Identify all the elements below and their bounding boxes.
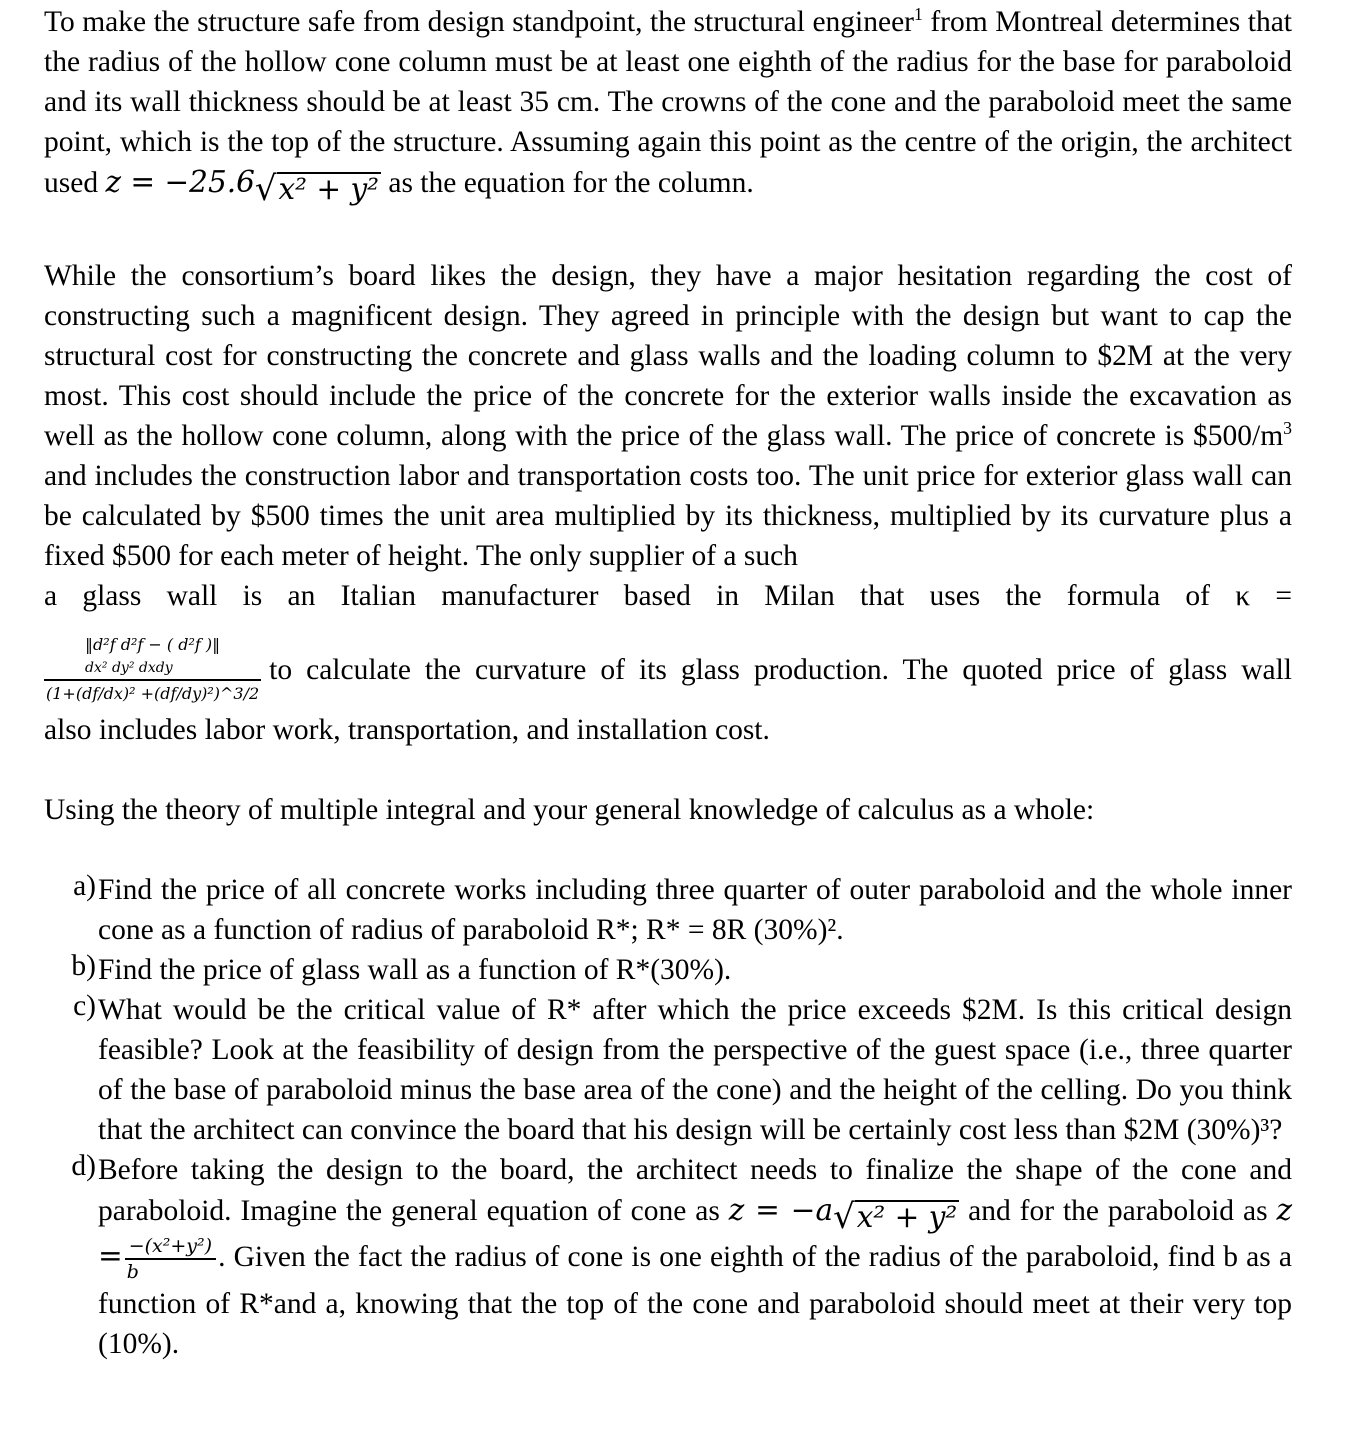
paraboloid-fraction — [127, 1234, 214, 1284]
paraboloid-denominator: b — [125, 1258, 216, 1284]
paragraph-2-text-b: and includes the construction labor and transportation costs too. The unit price for exterior glass wall can be calculated by $500 times the unit area multiplied by its thickness, multiplied by its curvature plus a fixed $500 for each meter of height. The only supplier of a such — [44, 460, 1292, 572]
paraboloid-equation-lhs: z = — [98, 1193, 1292, 1273]
question-marker: b) — [71, 950, 96, 982]
paraboloid-numerator: −(x²+y²) — [128, 1235, 213, 1257]
sqrt-icon: √ — [254, 169, 277, 209]
question-marker: a) — [73, 870, 96, 902]
question-marker: d) — [71, 1150, 96, 1182]
curvature-after-text: to calculate the curvature of its glass production. The quoted price of glass wall — [269, 654, 1292, 686]
curvature-formula-line — [44, 620, 1292, 720]
question-marker: c) — [73, 990, 96, 1022]
curvature-numerator: ‖d²f d²f − ( d²f )‖ dx² dy² dxdy — [85, 634, 221, 676]
paragraph-2-last-line: a glass wall is an Italian manufacturer based in Milan that uses the formula of κ = — [44, 580, 1292, 612]
question-text: What would be the critical value of R* after which the price exceeds $2M. Is this critical design feasible? Look at the feasibility of design from the perspective of the guest space (i.e., three quarter of the base of paraboloid minus the base area of the cone) and the height of the celling. Do you think that the architect can convince the board that his design will be certainly cost less than $2M (30%)³? — [98, 994, 1292, 1146]
question-a — [0, 870, 1292, 950]
paragraph-3: Using the theory of multiple integral and your general knowledge of calculus as a whole: — [44, 794, 1095, 826]
unit-superscript: 3 — [1283, 418, 1292, 439]
curvature-denominator: (1+(df/dx)² +(df/dy)²)^3/2 — [46, 683, 260, 703]
question-c — [0, 990, 1292, 1150]
paragraph-2 — [44, 256, 1292, 576]
question-b — [0, 950, 1292, 990]
sqrt-icon: √ — [833, 1197, 855, 1237]
paragraph-1-text-c: as the equation for the column. — [380, 167, 754, 199]
paragraph-2-text-a: While the consortium’s board likes the design, they have a major hesitation regarding the cost of constructing such a magnificent design. They agreed in principle with the design but want to cap the structural cost for constructing the concrete and glass walls and the loading column to $2M at the very most. This cost should include the price of the concrete for the exterior walls inside the excavation as well as the hollow cone column, along with the price of the glass wall. The price of concrete is $500/m — [44, 260, 1292, 452]
question-text: Before taking the design to the board, the architect needs to finalize the shape of the cone and paraboloid. Imagine the general equation of cone as z = −a √ x² + y² and for the paraboloid as z = $\frac{\text{−(x²+y²)}}{b}$ . Given the fact the radius of cone is one eighth of the radius of the paraboloid, find b as a function of R*and a, knowing that the top of the cone and paraboloid should meet at their very top (10%). — [98, 1154, 1292, 1360]
cone-equation-sqrt — [833, 1197, 959, 1237]
question-text: Find the price of glass wall as a function of R*(30%). — [98, 954, 732, 986]
paragraph-1-text-b: from Montreal determines that the radius of the hollow cone column must be at least one eighth of the radius for the base for paraboloid and its wall thickness should be at least 35 cm. The crowns of the cone and the paraboloid meet the same point, which is the top of the structure. Assuming again this point as the centre of the origin, the architect used — [44, 6, 1292, 199]
cone-equation-radicand: x² + y² — [856, 1200, 958, 1234]
document-page — [44, 0, 1292, 1364]
footnote-mark: 1 — [914, 4, 923, 25]
column-equation-lhs: z = −25.6 — [105, 165, 255, 199]
paragraph-2-tail: also includes labor work, transportation, and installation cost. — [44, 714, 770, 746]
paragraph-1-text-a: To make the structure safe from design standpoint, the structural engineer — [44, 6, 914, 38]
column-equation-radicand: x² + y² — [278, 172, 379, 206]
question-text: Find the price of all concrete works including three quarter of outer paraboloid and the whole inner cone as a function of radius of paraboloid R*; R* = 8R (30%)². — [98, 874, 1292, 946]
question-list — [0, 870, 1292, 1364]
curvature-formula — [44, 634, 261, 707]
question-d — [0, 1150, 1292, 1364]
column-equation-sqrt — [254, 169, 381, 209]
paragraph-1 — [44, 2, 1292, 209]
cone-equation-lhs: z = −a — [728, 1193, 834, 1227]
